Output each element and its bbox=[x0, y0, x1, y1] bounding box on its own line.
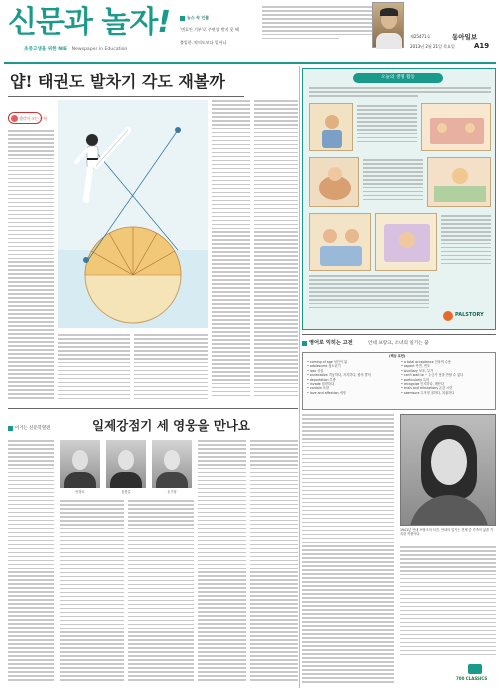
english-body-col-2 bbox=[400, 546, 496, 658]
vocab-box bbox=[302, 352, 496, 410]
activity-illus-5 bbox=[309, 213, 371, 271]
section-badge bbox=[8, 112, 48, 124]
masthead-rule bbox=[4, 62, 496, 64]
classics-logo-text: 700 CLASSICS bbox=[456, 676, 488, 681]
english-top-rule bbox=[302, 334, 496, 335]
main-body-col-1 bbox=[8, 130, 54, 402]
headline-rule bbox=[8, 96, 244, 97]
history-body-col-4 bbox=[60, 500, 124, 686]
activity-text-4 bbox=[309, 275, 429, 315]
vocab-text: seemsure 무작정 절하다, 복잡하다 bbox=[403, 390, 455, 395]
vocab-item: • aspect 측면, 면모 bbox=[401, 364, 430, 369]
masthead-title-text: 신문과 놀자 bbox=[8, 5, 158, 40]
vocab-item: • particularly 특히 bbox=[401, 377, 430, 382]
news-bullet-icon bbox=[180, 16, 185, 21]
vocab-item: • invade 침략하다 bbox=[307, 382, 334, 387]
vocab-item: • love and affection 애정 bbox=[307, 390, 346, 395]
english-title: 영어로 익히는 고전 bbox=[309, 340, 353, 346]
portrait-body bbox=[64, 472, 96, 488]
taekwondo-illustration bbox=[58, 100, 208, 328]
news-body-text bbox=[262, 6, 372, 50]
news-line-1: '변호인 기부'로 주연상 받지 못 해 bbox=[180, 27, 239, 32]
history-bullet-icon bbox=[8, 426, 13, 431]
photo-shoulders bbox=[409, 495, 489, 526]
vocab-item: • recognize 인지하다, 깨닫다 bbox=[401, 382, 444, 387]
portrait-face bbox=[72, 450, 88, 470]
main-body-col-2 bbox=[212, 100, 250, 400]
portrait-1 bbox=[60, 440, 100, 488]
vocab-text: can't wait to ~ 누군가 닿을 만할 수 없다 bbox=[403, 373, 464, 378]
palstory-logo bbox=[443, 309, 489, 323]
anne-photo-caption: 1941년 안네 프랑크의 사진. 안네의 일기는 전쟁 중 가족의 삶을 기록한 작품이다. bbox=[400, 528, 494, 537]
history-body-col-5 bbox=[128, 500, 194, 686]
activity-text-2 bbox=[363, 159, 423, 205]
palstory-text: PALSTORY bbox=[455, 312, 484, 318]
history-title: 일제강점기 세 영웅을 만나요 bbox=[92, 418, 250, 433]
classics-mark-icon bbox=[468, 664, 482, 674]
main-body-col-4 bbox=[58, 334, 130, 402]
vocab-text: coming of age 성인이 됨 bbox=[309, 360, 348, 364]
vocab-text: particularly 특히 bbox=[403, 377, 430, 382]
masthead-title-exclaim: ! bbox=[157, 5, 171, 40]
vocab-header: (핵심 표현) bbox=[389, 354, 406, 358]
activity-text-1 bbox=[357, 105, 417, 149]
activity-illus-1 bbox=[309, 103, 353, 151]
activity-box bbox=[302, 68, 496, 330]
vocab-item: • trials and tribulations 온갖 시련 bbox=[401, 386, 453, 391]
history-body-col-2 bbox=[198, 440, 246, 686]
portrait-3 bbox=[152, 440, 192, 488]
activity-box-title: 오늘의 생명 활동 bbox=[353, 73, 443, 83]
photo-shirt bbox=[376, 33, 402, 49]
photo-face bbox=[431, 439, 467, 485]
portrait-body bbox=[110, 472, 142, 488]
masthead bbox=[0, 0, 500, 66]
activity-box-intro bbox=[309, 87, 491, 101]
vocab-text: loss 상실 bbox=[309, 368, 324, 373]
activity-illus-2 bbox=[421, 103, 491, 151]
vocab-text: deportation 추방 bbox=[309, 377, 336, 382]
english-body-col-1 bbox=[302, 414, 394, 686]
vocab-item: • Auxiliary 보조, 부가 bbox=[401, 368, 434, 373]
activity-text-3 bbox=[441, 215, 491, 271]
english-subtitle: 안네 프랑크, 소녀의 일기는 꿈 bbox=[368, 340, 429, 346]
masthead-subtitle-ko: 초중고생을 위한 NIE bbox=[24, 47, 67, 52]
history-top-rule bbox=[8, 408, 298, 409]
palstory-mark-icon bbox=[443, 311, 453, 321]
portrait-2 bbox=[106, 440, 146, 488]
english-title-bar bbox=[302, 338, 496, 350]
portrait-face bbox=[118, 450, 134, 470]
masthead-subtitle-en: Newspaper in Education bbox=[71, 47, 128, 52]
portrait-body bbox=[156, 472, 188, 488]
history-body-col-3 bbox=[250, 440, 298, 686]
vocab-left-list bbox=[307, 360, 399, 395]
issue-number: 제25471호 bbox=[410, 34, 431, 39]
vocab-item: • seemsure 무작정 절하다, 복잡하다 bbox=[401, 390, 455, 395]
vocab-item: • adolescent 청소년기 bbox=[307, 364, 341, 369]
history-label-bar bbox=[8, 424, 88, 434]
vocab-item: • coming of age 성인이 됨 bbox=[307, 360, 348, 364]
brain-icon bbox=[11, 115, 18, 122]
classics-logo bbox=[456, 664, 496, 686]
issue-date: 2013년 2월 21일 목요일 bbox=[410, 44, 455, 49]
activity-illus-6 bbox=[375, 213, 437, 271]
masthead-subtitle bbox=[24, 46, 127, 52]
vocab-text: invade 침략하다 bbox=[309, 382, 334, 387]
vocab-text: aspect 측면, 면모 bbox=[403, 364, 430, 369]
portrait-face bbox=[164, 450, 180, 470]
history-label: 이기는 신문학열전 bbox=[15, 426, 51, 431]
english-bullet-icon bbox=[302, 341, 307, 346]
vocab-text: contain 포함 bbox=[309, 386, 329, 391]
vocab-text: a total acceptance 전폭적 수용 bbox=[403, 360, 451, 364]
news-label: 뉴스 속 인물 bbox=[187, 15, 210, 20]
portrait-3-caption: 손기정 bbox=[167, 490, 177, 494]
vocab-item: • loss 상실 bbox=[307, 368, 324, 373]
center-column-divider bbox=[299, 66, 300, 688]
page-number: A19 bbox=[474, 42, 490, 50]
vocab-text: trials and tribulations 온갖 시련 bbox=[403, 386, 453, 391]
portrait-2-caption: 윤봉길 bbox=[121, 490, 131, 494]
vocab-item: • a total acceptance 전폭적 수용 bbox=[401, 360, 451, 364]
paper-name: 동아일보 bbox=[452, 33, 478, 41]
main-body-col-3 bbox=[254, 100, 298, 400]
vocab-right-list bbox=[401, 360, 495, 395]
vocab-item: • annexation 격동하다, 지지하다, 합의 발칙 bbox=[307, 373, 371, 378]
vocab-item: • can't wait to ~ 누군가 닿을 만할 수 없다 bbox=[401, 373, 464, 378]
activity-illus-3 bbox=[309, 157, 359, 207]
vocab-text: adolescent 청소년기 bbox=[309, 364, 341, 369]
anne-frank-photo bbox=[400, 414, 496, 526]
vocab-text: love and affection 애정 bbox=[309, 390, 346, 395]
vocab-text: recognize 인지하다, 깨닫다 bbox=[403, 382, 444, 387]
history-body-col-1 bbox=[8, 440, 54, 686]
news-line-2: 출입한. 악의도보다 일어나 bbox=[180, 40, 227, 45]
main-headline: 얍! 태권도 발차기 각도 재볼까 bbox=[10, 72, 225, 91]
activity-illus-4 bbox=[427, 157, 491, 207]
kicker-figure bbox=[76, 130, 128, 200]
photo-hair bbox=[380, 8, 398, 16]
news-person-photo bbox=[372, 2, 404, 48]
vocab-text: Auxiliary 보조, 부가 bbox=[403, 368, 434, 373]
vocab-item: • contain 포함 bbox=[307, 386, 329, 391]
section-badge-text: 생각이 크는 수학 bbox=[19, 115, 48, 121]
masthead-title bbox=[8, 6, 170, 40]
vocab-text: annexation 격동하다, 지지하다, 합의 발칙 bbox=[309, 373, 371, 378]
portrait-1-caption: 안창호 bbox=[75, 490, 85, 494]
main-body-col-5 bbox=[134, 334, 208, 402]
vocab-item: • deportation 추방 bbox=[307, 377, 336, 382]
